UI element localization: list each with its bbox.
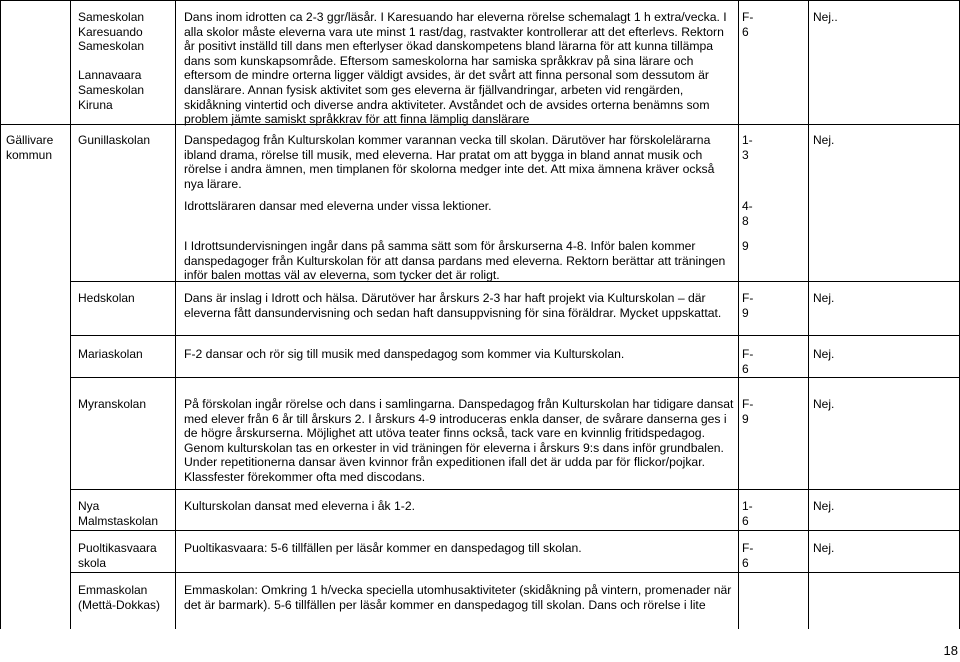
- description-text: Kulturskolan dansat med eleverna i åk 1-2.: [184, 499, 416, 513]
- grade-range: F-9: [742, 291, 754, 320]
- page-number: 18: [943, 643, 958, 658]
- school-name: Emmaskolan (Mettä-Dokkas): [78, 583, 161, 612]
- description-text: Dans inom idrotten ca 2-3 ggr/läsår. I Karesuando har eleverna rörelse schemalagt 1 h extra/vecka. I alla skolor måste eleverna vara ute minst 1 rast/dag, rastvakter kontrollerar att det efterlevs. Rektorn år positivt inställd till dans men efterlyser ökad danskompetens bland lärarna för att kunna tillämpa dans som kunskapsområde. Eftersom sameskolorna har samiska språkkrav på sina lärare och eftersom de mindre orterna ligger väldigt avsides, är det svårt att finna personal som dessutom är danslärare. Annan fysisk aktivitet som ges eleverna är fjällvandringar, arbeten vid rengärden, skidåkning vintertid och diverse andra aktiviteter. Avståndet och de avsides orterna benämns som problem jämte samiskt språkkrav för att finna lämplig danslärare: [184, 10, 727, 127]
- answer-value: Nej.: [813, 499, 835, 513]
- school-name: Sameskolan Karesuando Sameskolan Lannavaara Sameskolan Kiruna: [78, 10, 145, 112]
- description-text: I Idrottsundervisningen ingår dans på samma sätt som för årskurserna 4-8. Inför balen kommer danspedagoger från Kulturskolan för att dansa pardans med eleverna. Rektorn berättar att träningen inför balen mottas väl av eleverna, som tycker det är roligt.: [184, 239, 726, 283]
- answer-value: Nej.: [813, 291, 835, 305]
- table-top-border: [0, 0, 960, 1]
- grade-range: 1-3: [742, 133, 753, 162]
- school-name: Myranskolan: [78, 397, 147, 411]
- description-text: På förskolan ingår rörelse och dans i samlingarna. Danspedagog från Kulturskolan har tidigare dansat med elever från 6 år till årskurs 2. I årskurs 4-9 introduceras enkla danser, de svårare danserna ges i de högre årskurserna. Möjlighet att utöva teater finns också, tack vare en kvinnlig fritidspedagog. Genom kulturskolan tas en orkester in vid träningen för eleverna i årskurs 9:s dans inför grundbalen. Under repetitionerna dansar även kvinnor från expeditionen ifall det är udda par för flickor/pojkar. Klassfester förekommer ofta med discodans.: [184, 397, 734, 484]
- row-divider: [70, 572, 960, 573]
- description-text: Puoltikasvaara: 5-6 tillfällen per läsår kommer en danspedagog till skolan.: [184, 541, 582, 555]
- school-name: Gunillaskolan: [78, 133, 151, 147]
- answer-value: Nej.: [813, 397, 835, 411]
- column-divider-3: [738, 0, 739, 629]
- answer-value: Nej.: [813, 347, 835, 361]
- description-text: Idrottsläraren dansar med eleverna under vissa lektioner.: [184, 199, 492, 213]
- municipality-name: Gällivare kommun: [6, 133, 54, 162]
- row-divider: [70, 377, 960, 378]
- row-divider: [70, 489, 960, 490]
- row-divider: [70, 335, 960, 336]
- column-divider-1: [70, 0, 71, 629]
- table-left-border: [0, 0, 1, 629]
- grade-range: F-6: [742, 10, 754, 39]
- grade-range: 4-8: [742, 199, 753, 228]
- school-name: Nya Malmstaskolan: [78, 499, 159, 528]
- answer-value: Nej.: [813, 541, 835, 555]
- grade-range: F-6: [742, 347, 754, 376]
- description-text: Dans är inslag i Idrott och hälsa. Därutöver har årskurs 2-3 har haft projekt via Kulturskolan – där eleverna fått dansundervisning och sedan haft dansuppvisning för sina föräldrar. Mycket uppskattat.: [184, 291, 722, 320]
- school-name: Puoltikasvaara skola: [78, 541, 157, 570]
- grade-range: 9: [742, 239, 749, 253]
- answer-value: Nej.: [813, 133, 835, 147]
- grade-range: F-9: [742, 397, 754, 426]
- school-name: Hedskolan: [78, 291, 135, 305]
- answer-value: Nej..: [813, 10, 838, 24]
- school-name: Mariaskolan: [78, 347, 143, 361]
- grade-range: 1-6: [742, 499, 753, 528]
- description-text: Emmaskolan: Omkring 1 h/vecka speciella utomhusaktiviteter (skidåkning på vintern, promenader när det är barmark). 5-6 tillfällen per läsår kommer en danspedagog till skolan. Dans och rörelse i lite: [184, 583, 732, 612]
- column-divider-2: [175, 0, 176, 629]
- row-divider: [70, 530, 960, 531]
- description-text: Danspedagog från Kulturskolan kommer varannan vecka till skolan. Därutöver har förskolelärarna ibland drama, rörelse till musik, med eleverna. Har pratat om att bygga in bland annat musik och rörelse i andra ämnen, men timplanen för skolorna medger inte det. Att mixa ämnena kräver också nya lärare.: [184, 133, 715, 191]
- column-divider-4: [808, 0, 809, 629]
- grade-range: F-6: [742, 541, 754, 570]
- description-text: F-2 dansar och rör sig till musik med danspedagog som kommer via Kulturskolan.: [184, 347, 625, 361]
